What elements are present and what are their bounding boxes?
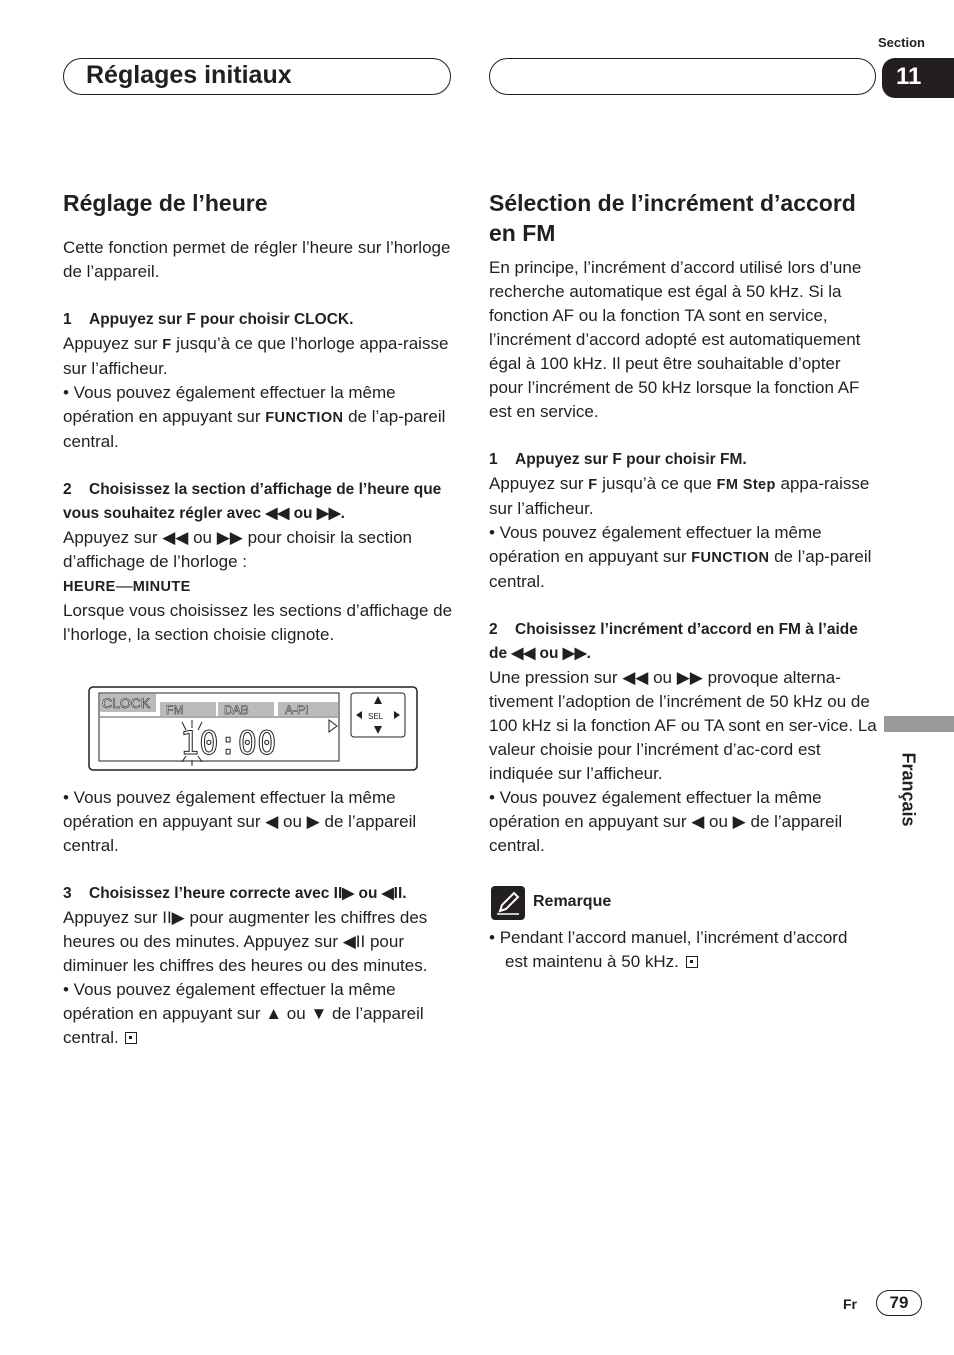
left-column	[63, 188, 453, 647]
section-heading: Sélection de l’incrément d’accord en FM	[489, 190, 856, 246]
step-2-bullet: • Vous pouvez également effectuer la même opération en appuyant sur ◀ ou ▶ de l’appareil central.	[489, 788, 843, 855]
section-label: Section	[878, 35, 925, 50]
step-3-heading: 3 Choisissez l’heure correcte avec II▶ ou ◀II.	[63, 885, 407, 902]
tab-dab: DAB	[224, 703, 249, 717]
language-code: Fr	[843, 1296, 857, 1312]
step-1-heading: 1 Appuyez sur F pour choisir CLOCK.	[63, 311, 354, 328]
right-column	[489, 188, 879, 858]
step-3-bullet: • Vous pouvez également effectuer la même opération en appuyant sur ▲ ou ▼ de l’appareil central.	[63, 980, 424, 1047]
left-column-lower	[63, 786, 453, 1050]
tab-clock: CLOCK	[102, 695, 151, 711]
note-title: Remarque	[533, 893, 612, 910]
step-1-heading: 1 Appuyez sur F pour choisir FM.	[489, 451, 747, 468]
clock-time: 10:00	[180, 724, 277, 762]
section-heading: Réglage de l’heure	[63, 190, 268, 216]
step-3-body: Appuyez sur II▶ pour augmenter les chiffres des heures ou des minutes. Appuyez sur ◀II pour diminuer les chiffres des heures ou des minutes.	[63, 908, 428, 975]
step-1-body: Appuyez sur F jusqu’à ce que l’horloge appa-raisse sur l’afficheur.	[63, 334, 449, 378]
step-2-body: Appuyez sur ◀◀ ou ▶▶ pour choisir la section d’affichage de l’horloge :	[63, 528, 413, 571]
display-illustration	[88, 686, 418, 771]
note-item: • Pendant l’accord manuel, l’incrément d’accord est maintenu à 50 kHz.	[489, 928, 848, 971]
step-2-body-2: Lorsque vous choisissez les sections d’affichage de l’horloge, la section choisie clignote.	[63, 601, 453, 644]
tab-fm: FM	[166, 703, 184, 717]
note-body	[489, 926, 859, 974]
section-number-badge: 11	[882, 58, 954, 98]
step-1-bullet: • Vous pouvez également effectuer la même opération en appuyant sur FUNCTION de l’ap-pareil central.	[489, 523, 872, 591]
step-2-heading: 2 Choisissez l’incrément d’accord en FM à l’aide de ◀◀ ou ▶▶.	[489, 621, 858, 662]
step-2-sequence: HEURE—MINUTE	[63, 576, 191, 595]
chapter-title-box	[63, 58, 451, 95]
step-2-heading: 2 Choisissez la section d’affichage de l’heure que vous souhaitez régler avec ◀◀ ou ▶▶.	[63, 481, 442, 522]
note-pencil-icon	[491, 886, 525, 920]
intro-paragraph: Cette fonction permet de régler l’heure sur l’horloge de l’appareil.	[63, 238, 451, 281]
bullet: •	[489, 928, 500, 947]
page-number: 79	[876, 1290, 922, 1316]
step-1-body: Appuyez sur F jusqu’à ce que FM Step appa-raisse sur l’afficheur.	[489, 474, 870, 518]
language-tab-marker	[884, 716, 954, 732]
step-1-bullet: • Vous pouvez également effectuer la même opération en appuyant sur FUNCTION de l’ap-pareil central.	[63, 383, 446, 451]
step-2-body: Une pression sur ◀◀ ou ▶▶ provoque alterna-tivement l’adoption de l’incrément de 50 kHz ou de 100 kHz si la fonction AF ou TA sont en ser-vice. La valeur choisie pour l’incrément d’ac-cord est indiquée sur l’afficheur.	[489, 668, 877, 783]
chapter-title: Réglages initiaux	[86, 61, 292, 89]
header-empty-box	[489, 58, 876, 95]
sel-label: SEL	[368, 712, 384, 721]
tab-api: A-PI	[285, 703, 309, 717]
end-mark-icon	[125, 1032, 137, 1044]
language-sidebar	[893, 746, 917, 836]
intro-paragraph: En principe, l’incrément d’accord utilisé lors d’une recherche automatique est égal à 50 kHz. Si la fonction AF ou la fonction TA sont en service, l’incrément d’accord adopté est automatiquement égal à 100 kHz. Il peut être souhaitable d’opter pour l’incrément de 50 kHz lorsque la fonction AF est en service.	[489, 258, 862, 421]
step-2-bullet: • Vous pouvez également effectuer la même opération en appuyant sur ◀ ou ▶ de l’appareil central.	[63, 788, 417, 855]
language-label: Français	[898, 752, 919, 827]
end-mark-icon	[686, 956, 698, 968]
